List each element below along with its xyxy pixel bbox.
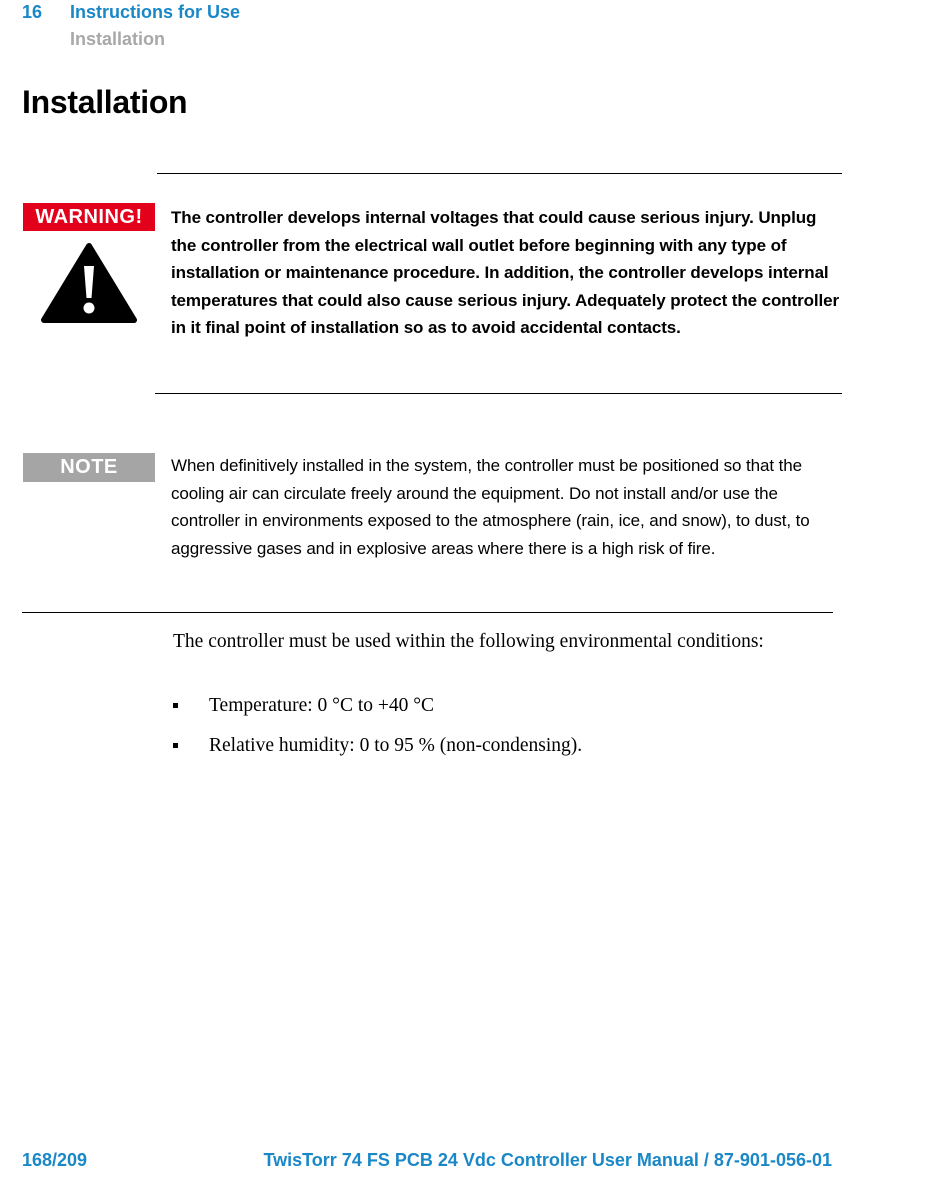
list-item (173, 733, 813, 758)
note-bottom-rule (22, 612, 833, 613)
temperature-condition: Temperature: 0 °C to +40 °C (209, 695, 435, 716)
warning-label: WARNING! (23, 203, 155, 231)
warning-text: The controller develops internal voltages that could cause serious injury. Unplug the controller from the electrical wall outlet before beginning with any type of installation or maintenance procedure. In addition, the controller develops internal temperatures that could also cause serious injury. Adequately protect the controller in it final point of installation so as to avoid accidental contacts. (171, 208, 839, 337)
footer-page-count: 168/209 (22, 1150, 88, 1170)
humidity-condition: Relative humidity: 0 to 95 % (non-condensing). (209, 735, 583, 756)
environment-intro: The controller must be used within the following environmental conditions: (173, 631, 764, 652)
header-page-number: 16 (22, 2, 43, 22)
header-section: Installation (70, 29, 166, 49)
note-text: When definitively installed in the system, the controller must be positioned so that the cooling air can circulate freely around the equipment. Do not install and/or use the controller in environments exposed to the atmosphere (rain, ice, and snow), to dust, to aggressive gases and in explosive areas where there is a high risk of fire. (171, 456, 810, 558)
list-item (173, 693, 813, 718)
page-title: Installation (22, 84, 188, 120)
header-title: Instructions for Use (70, 2, 241, 22)
footer-document-title: TwisTorr 74 FS PCB 24 Vdc Controller User Manual / 87-901-056-01 (263, 1150, 832, 1170)
environment-conditions-list (173, 693, 813, 773)
warning-bottom-rule (155, 393, 842, 394)
warning-triangle-icon (40, 242, 138, 324)
note-label: NOTE (23, 453, 155, 482)
warning-top-rule (157, 173, 842, 174)
bullet-icon (173, 703, 178, 708)
bullet-icon (173, 743, 178, 748)
